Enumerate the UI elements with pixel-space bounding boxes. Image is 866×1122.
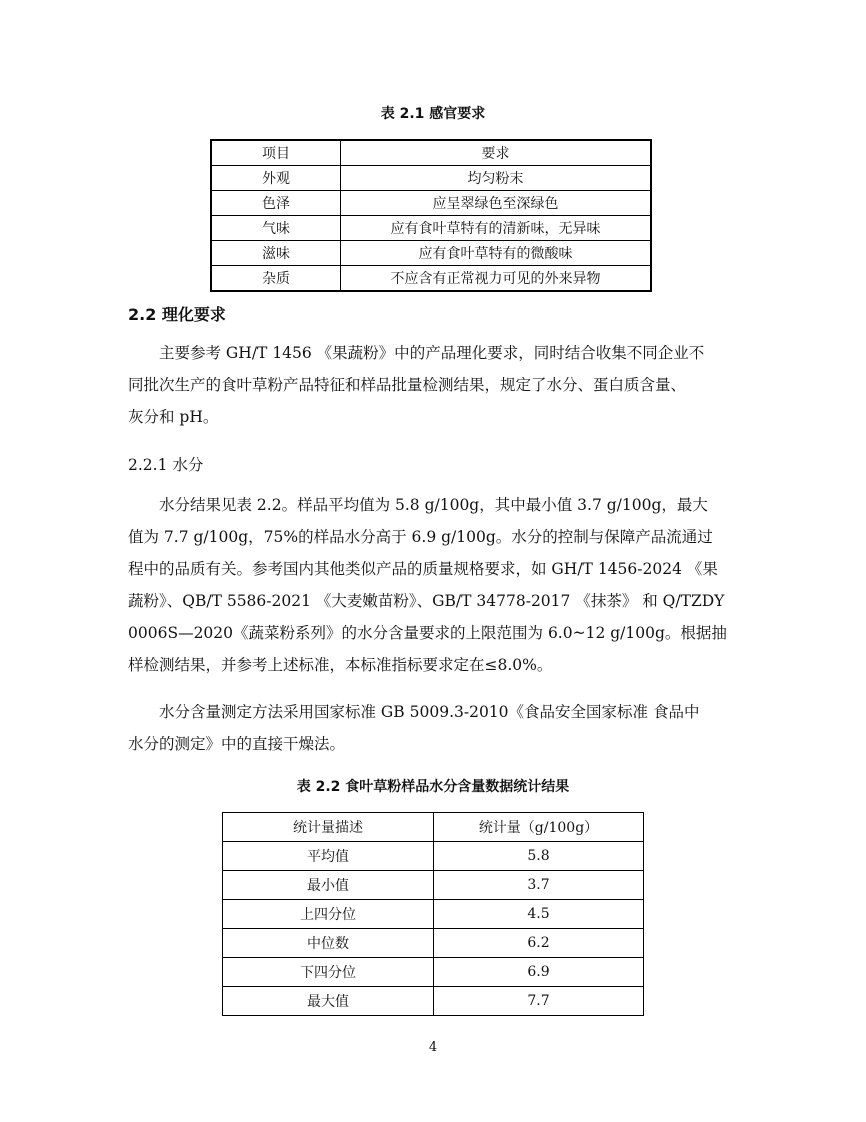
table-cell: 6.9 <box>434 958 644 987</box>
paragraph-line: 水分含量测定方法采用国家标准 GB 5009.3-2010《食品安全国家标准 食品中 <box>159 703 700 721</box>
table-cell: 4.5 <box>434 900 644 929</box>
table-cell: 应有食叶草特有的微酸味 <box>341 241 652 266</box>
table-header-row <box>223 813 644 842</box>
table-row <box>211 241 651 266</box>
paragraph-moisture-results <box>128 489 742 681</box>
table-row <box>223 871 644 900</box>
table-header-cell: 要求 <box>341 140 652 166</box>
table-cell: 不应含有正常视力可见的外来异物 <box>341 266 652 292</box>
table-row <box>223 900 644 929</box>
paragraph-line: 样检测结果，并参考上述标准，本标准指标要求定在≤8.0%。 <box>128 656 553 674</box>
table-cell: 最小值 <box>223 871 434 900</box>
paragraph-method <box>128 696 742 760</box>
paragraph-line: 水分结果见表 2.2。样品平均值为 5.8 g/100g，其中最小值 3.7 g/100g，最大 <box>159 496 708 514</box>
table-row <box>223 987 644 1016</box>
paragraph-line: 值为 7.7 g/100g，75%的样品水分高于 6.9 g/100g。水分的控制与保障产品流通过 <box>128 528 713 546</box>
table-cell: 应有食叶草特有的清新味，无异味 <box>341 216 652 241</box>
table-cell: 均匀粉末 <box>341 166 652 191</box>
table-header-cell: 统计量（g/100g） <box>434 813 644 842</box>
table-row <box>223 929 644 958</box>
table-row <box>211 166 651 191</box>
table-row <box>223 842 644 871</box>
table-cell: 色泽 <box>211 191 341 216</box>
table-cell: 滋味 <box>211 241 341 266</box>
table-row <box>211 191 651 216</box>
paragraph-intro <box>128 337 742 433</box>
table-header-cell: 统计量描述 <box>223 813 434 842</box>
table-cell: 中位数 <box>223 929 434 958</box>
table-header-cell: 项目 <box>211 140 341 166</box>
paragraph-line: 主要参考 GH/T 1456 《果蔬粉》中的产品理化要求，同时结合收集不同企业不 <box>159 344 705 362</box>
table2-caption: 表 2.2 食叶草粉样品水分含量数据统计结果 <box>296 779 570 795</box>
table-cell: 6.2 <box>434 929 644 958</box>
subsection-heading: 2.2.1 水分 <box>128 456 204 474</box>
table-cell: 杂质 <box>211 266 341 292</box>
table-cell: 7.7 <box>434 987 644 1016</box>
table-header-row <box>211 140 651 166</box>
paragraph-line: 灰分和 pH。 <box>128 408 219 426</box>
page-number: 4 <box>428 1040 438 1055</box>
table-cell: 3.7 <box>434 871 644 900</box>
paragraph-line: 同批次生产的食叶草粉产品特征和样品批量检测结果，规定了水分、蛋白质含量、 <box>128 376 687 394</box>
table-row <box>211 266 651 292</box>
table-cell: 应呈翠绿色至深绿色 <box>341 191 652 216</box>
paragraph-line: 程中的品质有关。参考国内其他类似产品的质量规格要求，如 GH/T 1456-2024 《果 <box>128 560 718 578</box>
paragraph-line: 蔬粉》、QB/T 5586-2021 《大麦嫩苗粉》、GB/T 34778-2017 《抹茶》 和 Q/TZDY <box>128 592 725 610</box>
table-cell: 最大值 <box>223 987 434 1016</box>
table-cell: 下四分位 <box>223 958 434 987</box>
moisture-statistics-table <box>222 812 644 1016</box>
table-cell: 外观 <box>211 166 341 191</box>
section-heading: 2.2 理化要求 <box>128 305 226 324</box>
sensory-requirements-table <box>210 139 652 292</box>
table-cell: 气味 <box>211 216 341 241</box>
table-cell: 上四分位 <box>223 900 434 929</box>
table-cell: 平均值 <box>223 842 434 871</box>
table-cell: 5.8 <box>434 842 644 871</box>
table1-caption: 表 2.1 感官要求 <box>380 106 486 122</box>
paragraph-line: 0006S—2020《蔬菜粉系列》的水分含量要求的上限范围为 6.0~12 g/100g。根据抽 <box>128 624 727 642</box>
table-row <box>211 216 651 241</box>
paragraph-line: 水分的测定》中的直接干燥法。 <box>128 735 346 753</box>
table-row <box>223 958 644 987</box>
